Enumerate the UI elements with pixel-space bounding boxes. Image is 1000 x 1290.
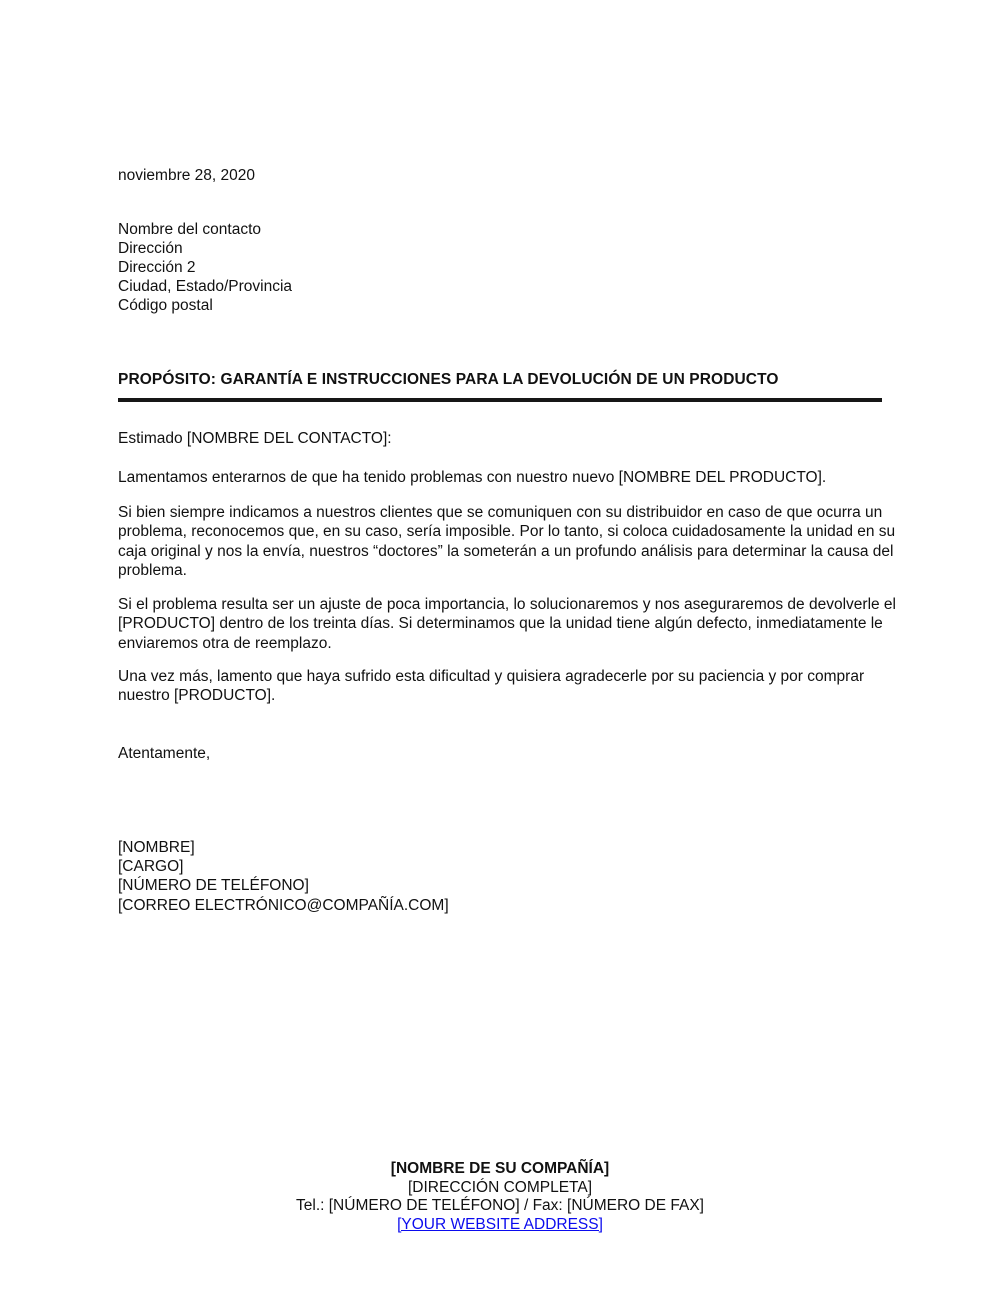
signature-phone: [NÚMERO DE TELÉFONO] bbox=[118, 877, 309, 895]
letter-date: noviembre 28, 2020 bbox=[118, 167, 256, 184]
closing-line: Atentamente, bbox=[118, 745, 211, 762]
subject-divider bbox=[118, 398, 882, 402]
body-paragraph: Lamentamos enterarnos de que ha tenido problemas con nuestro nuevo [NOMBRE DEL PRODUCTO]. bbox=[118, 469, 827, 486]
body-paragraph: Una vez más, lamento que haya sufrido esta dificultad y quisiera agradecerle por su paciencia y por comprar nuestro [PRODUCTO]. bbox=[118, 668, 865, 705]
footer-company-address: [DIRECCIÓN COMPLETA] bbox=[407, 1178, 592, 1196]
company-footer bbox=[0, 1160, 1000, 1234]
recipient-postal-code: Código postal bbox=[118, 296, 213, 314]
recipient-address-line2: Dirección 2 bbox=[118, 258, 196, 276]
signature-email: [CORREO ELECTRÓNICO@COMPAÑÍA.COM] bbox=[118, 896, 449, 914]
footer-company-name: [NOMBRE DE SU COMPAÑÍA] bbox=[390, 1160, 610, 1177]
signature-block bbox=[118, 838, 449, 915]
recipient-address-line1: Dirección bbox=[118, 239, 183, 257]
subject-line: PROPÓSITO: GARANTÍA E INSTRUCCIONES PARA LA DEVOLUCIÓN DE UN PRODUCTO bbox=[118, 371, 779, 388]
signature-name: [NOMBRE] bbox=[118, 839, 195, 856]
footer-phone-fax: Tel.: [NÚMERO DE TELÉFONO] / Fax: [NÚMERO DE FAX] bbox=[296, 1197, 704, 1215]
footer-website-link[interactable]: [YOUR WEBSITE ADDRESS] bbox=[397, 1215, 603, 1233]
recipient-block bbox=[118, 221, 292, 316]
recipient-city-state: Ciudad, Estado/Provincia bbox=[118, 277, 293, 295]
salutation: Estimado [NOMBRE DEL CONTACTO]: bbox=[118, 430, 392, 447]
signature-title: [CARGO] bbox=[118, 858, 184, 876]
recipient-contact-name: Nombre del contacto bbox=[118, 221, 262, 238]
body-paragraph: Si el problema resulta ser un ajuste de poca importancia, lo solucionaremos y nos aseguraremos de devolverle el [PRODUCTO] dentro de los treinta días. Si determinamos que la unidad tiene algún defecto, inmediatamente le enviaremos otra de reemplazo. bbox=[118, 596, 896, 652]
body-paragraph: Si bien siempre indicamos a nuestros clientes que se comuniquen con su distribuidor en caso de que ocurra un problema, reconocemos que, en su caso, sería imposible. Por lo tanto, si coloca cuidadosamente la unidad en su caja original y nos la envía, nuestros “doctores” la someterán a un profundo análisis para determinar la causa del problema. bbox=[118, 504, 896, 580]
